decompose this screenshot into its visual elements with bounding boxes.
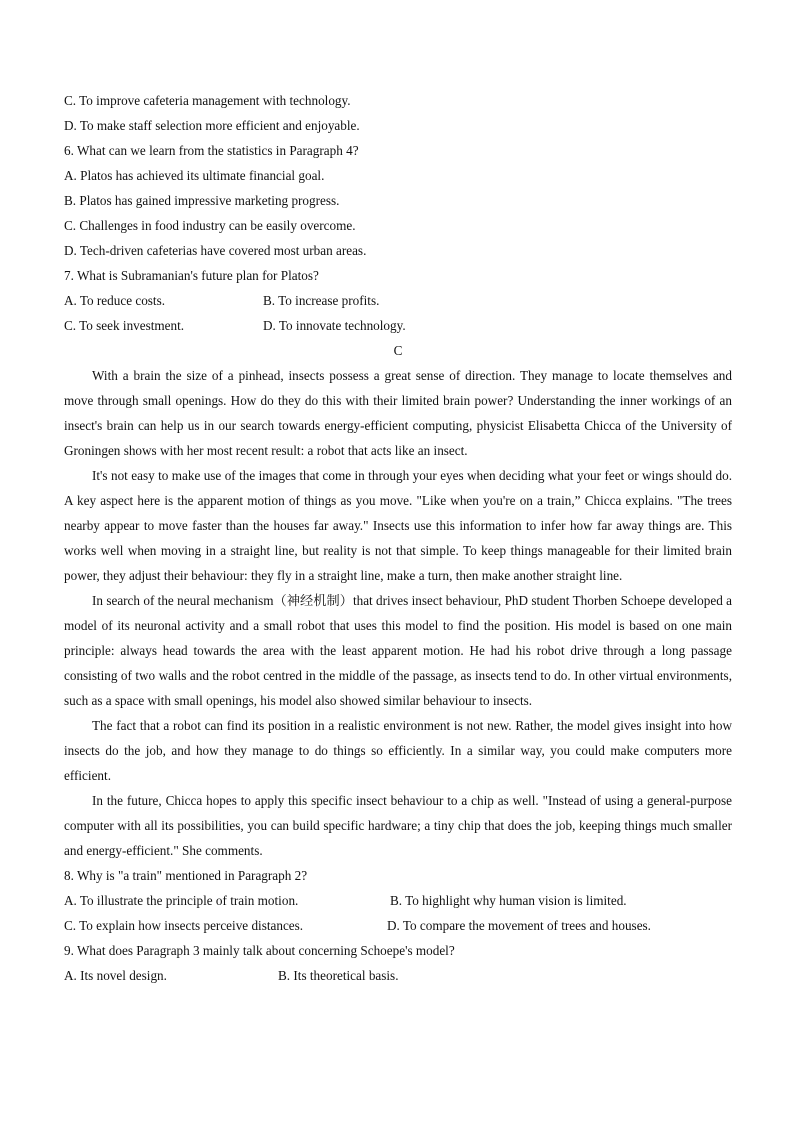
q9-option-b: B. Its theoretical basis. [278, 968, 399, 983]
q6-option-c: C. Challenges in food industry can be easily overcome. [64, 218, 356, 233]
passage-paragraph-1: With a brain the size of a pinhead, insects possess a great sense of direction. They manage to locate themselves and move through small openings. How do they do this with their limited brain power? Understanding the inner workings of an insect's brain can help us in our search towards energy-efficient computing, physicist Elisabetta Chicca of the University of Groningen shows with her most recent result: a robot that acts like an insect. [64, 368, 732, 458]
passage-paragraph-2: It's not easy to make use of the images that come in through your eyes when deciding what your feet or wings should do. A key aspect here is the apparent motion of things as you move. "Like when you're on a train,” Chicca explains. "The trees nearby appear to move faster than the houses far away." Insects use this information to infer how far away things are. This works well when moving in a straight line, but reality is not that simple. To keep things manageable for their limited brain power, they adjust their behaviour: they fly in a straight line, make a turn, then make another straight line. [64, 468, 732, 583]
passage-paragraph-5: In the future, Chicca hopes to apply this specific insect behaviour to a chip as well. "Instead of using a general-purpose computer with all its possibilities, you can build specific hardware; a tiny chip that does the job, keeping things much smaller and energy-efficient." She comments. [64, 793, 732, 858]
q6-option-a: A. Platos has achieved its ultimate financial goal. [64, 168, 325, 183]
q7-options-row-1 [64, 288, 732, 313]
q6-question: 6. What can we learn from the statistics in Paragraph 4? [64, 143, 359, 158]
q8-option-d: D. To compare the movement of trees and houses. [387, 918, 651, 933]
page-content [64, 88, 732, 988]
q7-option-b: B. To increase profits. [263, 293, 380, 308]
q6-option-d: D. Tech-driven cafeterias have covered most urban areas. [64, 243, 367, 258]
passage-letter: C [393, 343, 403, 358]
q7-options-row-2 [64, 313, 732, 338]
q7-question: 7. What is Subramanian's future plan for Platos? [64, 268, 319, 283]
q5-option-d: D. To make staff selection more efficient and enjoyable. [64, 118, 360, 133]
q8-option-c: C. To explain how insects perceive distances. [64, 918, 304, 933]
q7-option-a: A. To reduce costs. [64, 293, 166, 308]
q5-option-c: C. To improve cafeteria management with technology. [64, 93, 351, 108]
q9-question: 9. What does Paragraph 3 mainly talk about concerning Schoepe's model? [64, 943, 455, 958]
q7-option-c: C. To seek investment. [64, 318, 185, 333]
q8-options-row-1 [64, 888, 732, 913]
q9-options-row-1 [64, 963, 732, 988]
q9-option-a: A. Its novel design. [64, 968, 167, 983]
q8-question: 8. Why is "a train" mentioned in Paragraph 2? [64, 868, 308, 883]
q7-option-d: D. To innovate technology. [263, 318, 406, 333]
q8-option-b: B. To highlight why human vision is limited. [390, 893, 627, 908]
q8-option-a: A. To illustrate the principle of train motion. [64, 893, 299, 908]
passage-paragraph-3: In search of the neural mechanism（神经机制）that drives insect behaviour, PhD student Thorben Schoepe developed a model of its neuronal activity and a small robot that uses this model to find the position. His model is based on one main principle: always head towards the area with the least apparent motion. He had his robot drive through a long passage consisting of two walls and the robot centred in the middle of the passage, as insects tend to do. In other virtual environments, such as a space with small openings, his model also showed similar behaviour to insects. [64, 593, 732, 708]
q6-option-b: B. Platos has gained impressive marketing progress. [64, 193, 340, 208]
q8-options-row-2 [64, 913, 732, 938]
passage-paragraph-4: The fact that a robot can find its position in a realistic environment is not new. Rather, the model gives insight into how insects do the job, and how they manage to do things so efficiently. In a similar way, you could make computers more efficient. [64, 718, 732, 783]
